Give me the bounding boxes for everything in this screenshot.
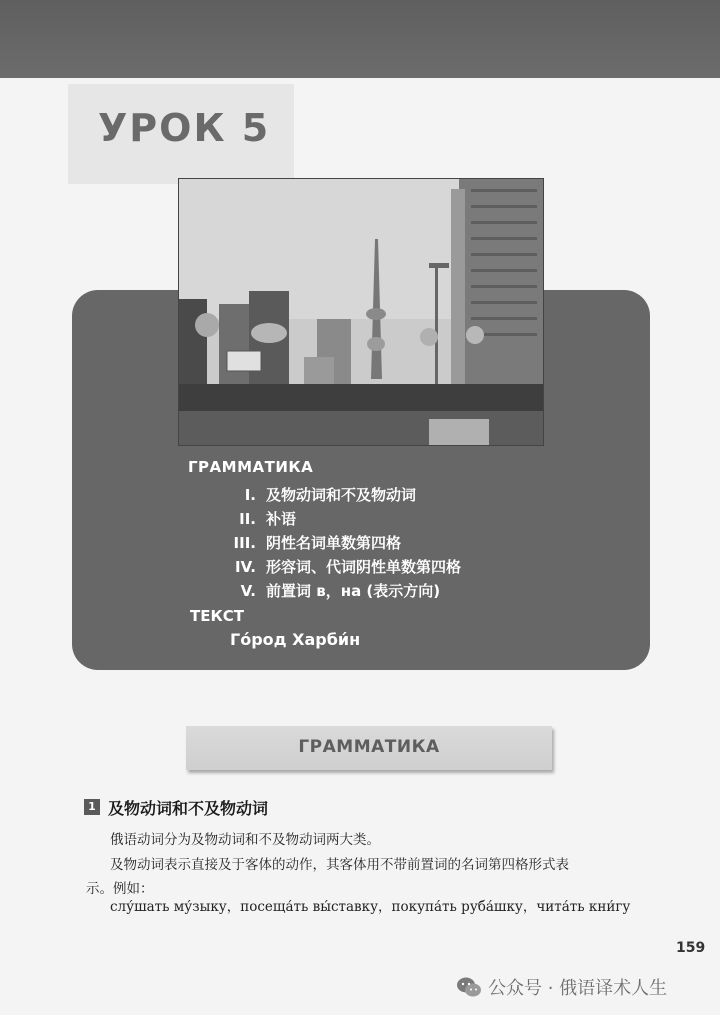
contents-item [196, 580, 440, 601]
text-title: Го́род Харби́н [230, 630, 361, 649]
page-number: 159 [676, 940, 706, 956]
contents-item-text: 阴性名词单数第四格 [266, 534, 402, 552]
watermark-text: 公众号 · 俄语译术人生 [488, 978, 668, 999]
section-banner [186, 726, 552, 770]
text-heading: ТЕКСТ [190, 607, 244, 625]
watermark [456, 974, 667, 1003]
contents-item-text: 补语 [266, 510, 297, 528]
section-number-badge: 1 [84, 799, 100, 815]
lesson-title: УРОК 5 [98, 106, 271, 150]
section-banner-label: ГРАММАТИКА [298, 737, 440, 757]
contents-item [196, 556, 461, 577]
top-band [0, 0, 720, 78]
contents-item-text: 前置词 в，на (表示方向) [266, 582, 441, 600]
paragraph: 及物动词表示直接及于客体的动作，其客体用不带前置词的名词第四格形式表 [110, 857, 569, 873]
section-title: 及物动词和不及物动词 [108, 799, 269, 818]
paragraph: 俄语动词分为及物动词和不及物动词两大类。 [110, 832, 380, 848]
contents-item [196, 532, 401, 553]
contents-list [188, 458, 313, 476]
grammar-heading: ГРАММАТИКА [188, 458, 314, 476]
example-line: слу́шать му́зыку，посеща́ть вы́ставку，покупа́ть руба́шку，чита́ть кни́гу [110, 899, 631, 915]
contents-item [196, 508, 296, 529]
contents-item-number: II. [239, 510, 256, 528]
contents-item [196, 484, 416, 505]
wechat-icon [456, 976, 482, 1003]
city-photo-illustration [179, 179, 543, 445]
contents-item-text: 形容词、代词阴性单数第四格 [266, 558, 462, 576]
city-photo [178, 178, 544, 446]
paragraph: 示。例如： [86, 881, 154, 897]
contents-item-number: V. [240, 582, 256, 600]
contents-item-text: 及物动词和不及物动词 [266, 486, 417, 504]
contents-item-number: III. [233, 534, 256, 552]
contents-item-number: I. [244, 486, 256, 504]
contents-item-number: IV. [235, 558, 256, 576]
